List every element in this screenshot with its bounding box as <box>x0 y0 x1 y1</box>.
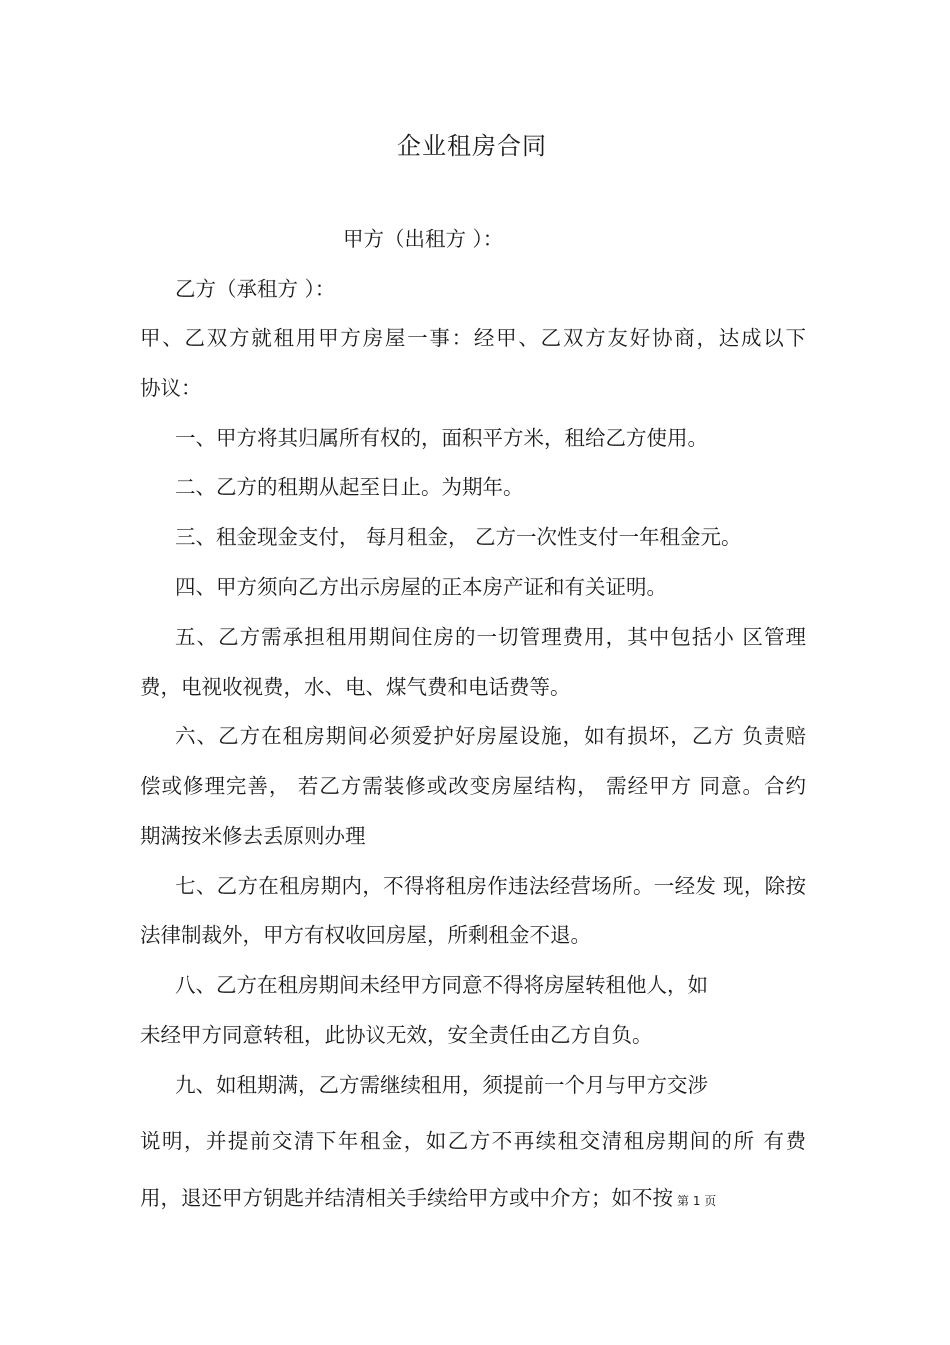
intro-line-2: 协议： <box>140 376 202 400</box>
clause-6-line-3: 期满按米修去丢原则办理 <box>140 824 366 848</box>
party-b-line: 乙方（承租方 ）： <box>175 277 336 301</box>
clause-9-line-1: 九、如租期满，乙方需继续租用，须提前一个月与甲方交涉 <box>175 1073 708 1097</box>
clause-1: 一、甲方将其归属所有权的，面积平方米，租给乙方使用。 <box>175 426 708 450</box>
clause-5-line-2: 费，电视收视费，水、电、煤气费和电话费等。 <box>140 675 571 699</box>
clause-8-line-2: 未经甲方同意转租，此协议无效，安全责任由乙方自负。 <box>140 1023 653 1047</box>
party-a-line: 甲方（出租方 ）： <box>343 227 504 251</box>
clause-7-line-2: 法律制裁外，甲方有权收回房屋，所剩租金不退。 <box>140 923 591 947</box>
clause-8-line-1: 八、乙方在租房期间未经甲方同意不得将房屋转租他人，如 <box>175 973 708 997</box>
clause-6-line-2: 偿或修理完善， 若乙方需装修或改变房屋结构， 需经甲方 同意。合约 <box>140 774 806 798</box>
clause-6-line-1: 六、乙方在租房期间必须爱护好房屋设施，如有损坏，乙方 负责赔 <box>175 724 806 748</box>
clause-9-line-3-text: 用，退还甲方钥匙并结清相关手续给甲方或中介方；如不按 <box>140 1186 673 1210</box>
clause-2: 二、乙方的租期从起至日止。为期年。 <box>175 475 524 499</box>
clause-9-line-2: 说明，并提前交清下年租金，如乙方不再续租交清租房期间的所 有费 <box>140 1129 806 1153</box>
clause-4: 四、甲方须向乙方出示房屋的正本房产证和有关证明。 <box>175 575 667 599</box>
page-number: 第 1 页 <box>677 1194 717 1208</box>
clause-7-line-1: 七、乙方在租房期内，不得将租房作违法经营场所。一经发 现，除按 <box>175 874 806 898</box>
clause-3: 三、租金现金支付， 每月租金， 乙方一次性支付一年租金元。 <box>175 525 742 549</box>
intro-line-1: 甲、乙双方就租用甲方房屋一事：经甲、乙双方友好协商，达成以下 <box>140 326 806 350</box>
clause-5-line-1: 五、乙方需承担租用期间住房的一切管理费用，其中包括小 区管理 <box>175 625 806 649</box>
document-title: 企业租房合同 <box>397 132 547 160</box>
clause-9-line-3 <box>140 1183 716 1216</box>
